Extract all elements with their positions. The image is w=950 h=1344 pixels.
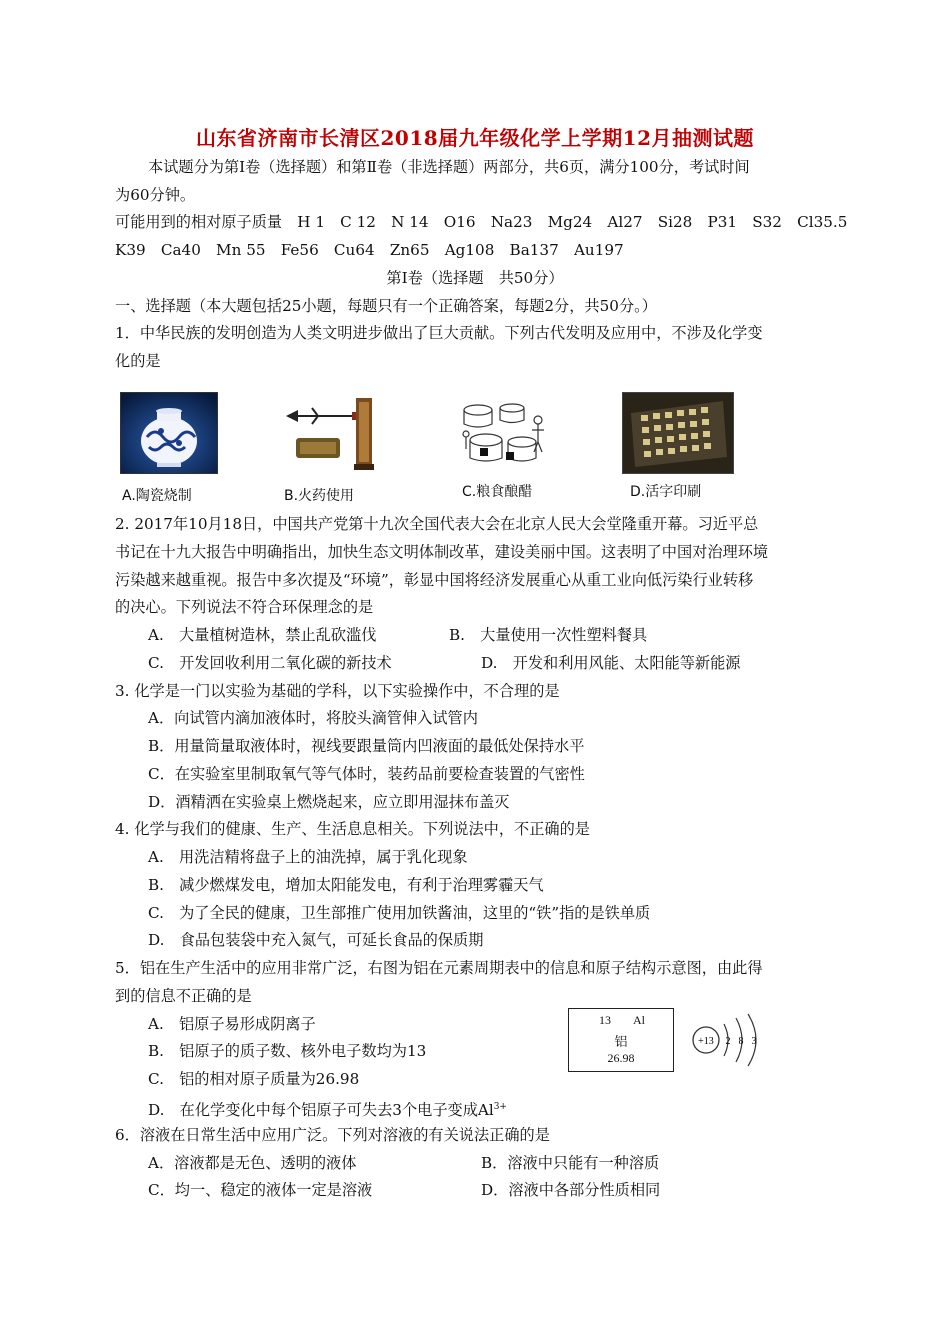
q4-option-d: D. 食品包装袋中充入氮气，可延长食品的保质期: [148, 931, 484, 949]
section-instruction: 一、选择题（本大题包括25小题，每题只有一个正确答案，每题2分，共50分。）: [115, 297, 657, 315]
q5-option-d: [148, 1096, 507, 1121]
q4-stem: 4. 化学与我们的健康、生产、生活息息相关。下列说法中，不正确的是: [115, 820, 590, 838]
q3-option-d: D．酒精洒在实验桌上燃烧起来，应立即用湿抹布盖灭: [148, 793, 510, 811]
intro-line-1: 本试题分为第Ⅰ卷（选择题）和第Ⅱ卷（非选择题）两部分，共6页，满分100分，考试时间: [148, 158, 750, 176]
section-heading: 第Ⅰ卷（选择题 共50分）: [386, 269, 564, 287]
atomic-masses-line-2: K39 Ca40 Mn 55 Fe56 Cu64 Zn65 Ag108 Ba137 Au197: [115, 241, 624, 259]
element-atomic-number: 13: [599, 1013, 611, 1027]
q2-option-c: C. 开发回收利用二氧化碳的新技术: [148, 654, 392, 672]
q4-option-a: A. 用洗洁精将盘子上的油洗掉，属于乳化现象: [148, 848, 468, 866]
q3-option-a: A．向试管内滴加液体时，将胶头滴管伸入试管内: [148, 709, 478, 727]
element-symbol: Al: [633, 1013, 645, 1027]
q6-option-c: C．均一、稳定的液体一定是溶液: [148, 1181, 373, 1199]
q5-option-d-charge: 3+: [493, 1102, 507, 1112]
shell-3-electrons: 3: [751, 1036, 757, 1047]
shell-1-electrons: 2: [725, 1036, 731, 1047]
q2-stem-line-1: 2. 2017年10月18日，中国共产党第十九次全国代表大会在北京人民大会堂隆重开幕。习近平总: [115, 515, 759, 533]
q5-option-a: A. 铝原子易形成阴离子: [148, 1015, 316, 1033]
aluminum-atom-structure-diagram: [690, 1010, 770, 1070]
q1-caption-d: D.活字印刷: [630, 484, 702, 500]
q2-stem-line-2: 书记在十九大报告中明确指出，加快生态文明体制改革，建设美丽中国。这表明了中国对治理环境: [115, 543, 769, 561]
movable-type-image: [622, 392, 734, 474]
element-name: 铝: [614, 1034, 628, 1049]
q1-stem-line-1: 1．中华民族的发明创造为人类文明进步做出了巨大贡献。下列古代发明及应用中，不涉及化学变: [115, 324, 763, 342]
q3-option-c: C．在实验室里制取氧气等气体时，装药品前要检查装置的气密性: [148, 765, 585, 783]
q5-option-b: B. 铝原子的质子数、核外电子数均为13: [148, 1042, 427, 1060]
exam-title: 山东省济南市长清区2018届九年级化学上学期12月抽测试题: [196, 126, 754, 150]
q2-option-d: D. 开发和利用风能、太阳能等新能源: [481, 654, 741, 672]
aluminum-element-cell: [568, 1008, 674, 1072]
q6-option-d: D．溶液中各部分性质相同: [481, 1181, 661, 1199]
q3-option-b: B．用量筒量取液体时，视线要跟量筒内凹液面的最低处保持水平: [148, 737, 585, 755]
atomic-masses-line-1: 可能用到的相对原子质量 H 1 C 12 N 14 O16 Na23 Mg24 Al27 Si28 P31 S32 Cl35.5: [115, 213, 848, 231]
q1-caption-a: A.陶瓷烧制: [122, 488, 192, 504]
q2-stem-line-3: 污染越来越重视。报告中多次提及“环境”，彰显中国将经济发展重心从重工业向低污染行业转移: [115, 571, 754, 589]
element-atomic-mass: 26.98: [607, 1051, 635, 1065]
q5-stem-line-2: 到的信息不正确的是: [115, 987, 252, 1005]
q6-stem: 6．溶液在日常生活中应用广泛。下列对溶液的有关说法正确的是: [115, 1126, 550, 1144]
q2-stem-line-4: 的决心。下列说法不符合环保理念的是: [115, 598, 374, 616]
intro-line-2: 为60分钟。: [115, 186, 196, 204]
q3-stem: 3. 化学是一门以实验为基础的学科，以下实验操作中，不合理的是: [115, 682, 560, 700]
q5-option-d-text: D. 在化学变化中每个铝原子可失去3个电子变成Al: [148, 1101, 494, 1120]
nucleus-charge: +13: [698, 1036, 714, 1047]
gunpowder-image: [282, 394, 382, 474]
q2-option-b: B. 大量使用一次性塑料餐具: [449, 626, 648, 644]
q5-stem-line-1: 5．铝在生产生活中的应用非常广泛，右图为铝在元素周期表中的信息和原子结构示意图，由此得: [115, 959, 763, 977]
q1-stem-line-2: 化的是: [115, 352, 161, 370]
q2-option-a: A. 大量植树造林，禁止乱砍滥伐: [148, 626, 377, 644]
vinegar-brewing-image: [456, 394, 548, 474]
q1-caption-b: B.火药使用: [284, 488, 355, 504]
q6-option-b: B．溶液中只能有一种溶质: [481, 1154, 660, 1172]
q1-caption-c: C.粮食酿醋: [462, 484, 533, 500]
porcelain-vase-image: [120, 392, 218, 474]
q4-option-b: B. 减少燃煤发电，增加太阳能发电，有利于治理雾霾天气: [148, 876, 544, 894]
q5-option-c: C. 铝的相对原子质量为26.98: [148, 1070, 360, 1088]
q6-option-a: A．溶液都是无色、透明的液体: [148, 1154, 357, 1172]
shell-2-electrons: 8: [738, 1036, 744, 1047]
q4-option-c: C. 为了全民的健康，卫生部推广使用加铁酱油，这里的“铁”指的是铁单质: [148, 904, 651, 922]
